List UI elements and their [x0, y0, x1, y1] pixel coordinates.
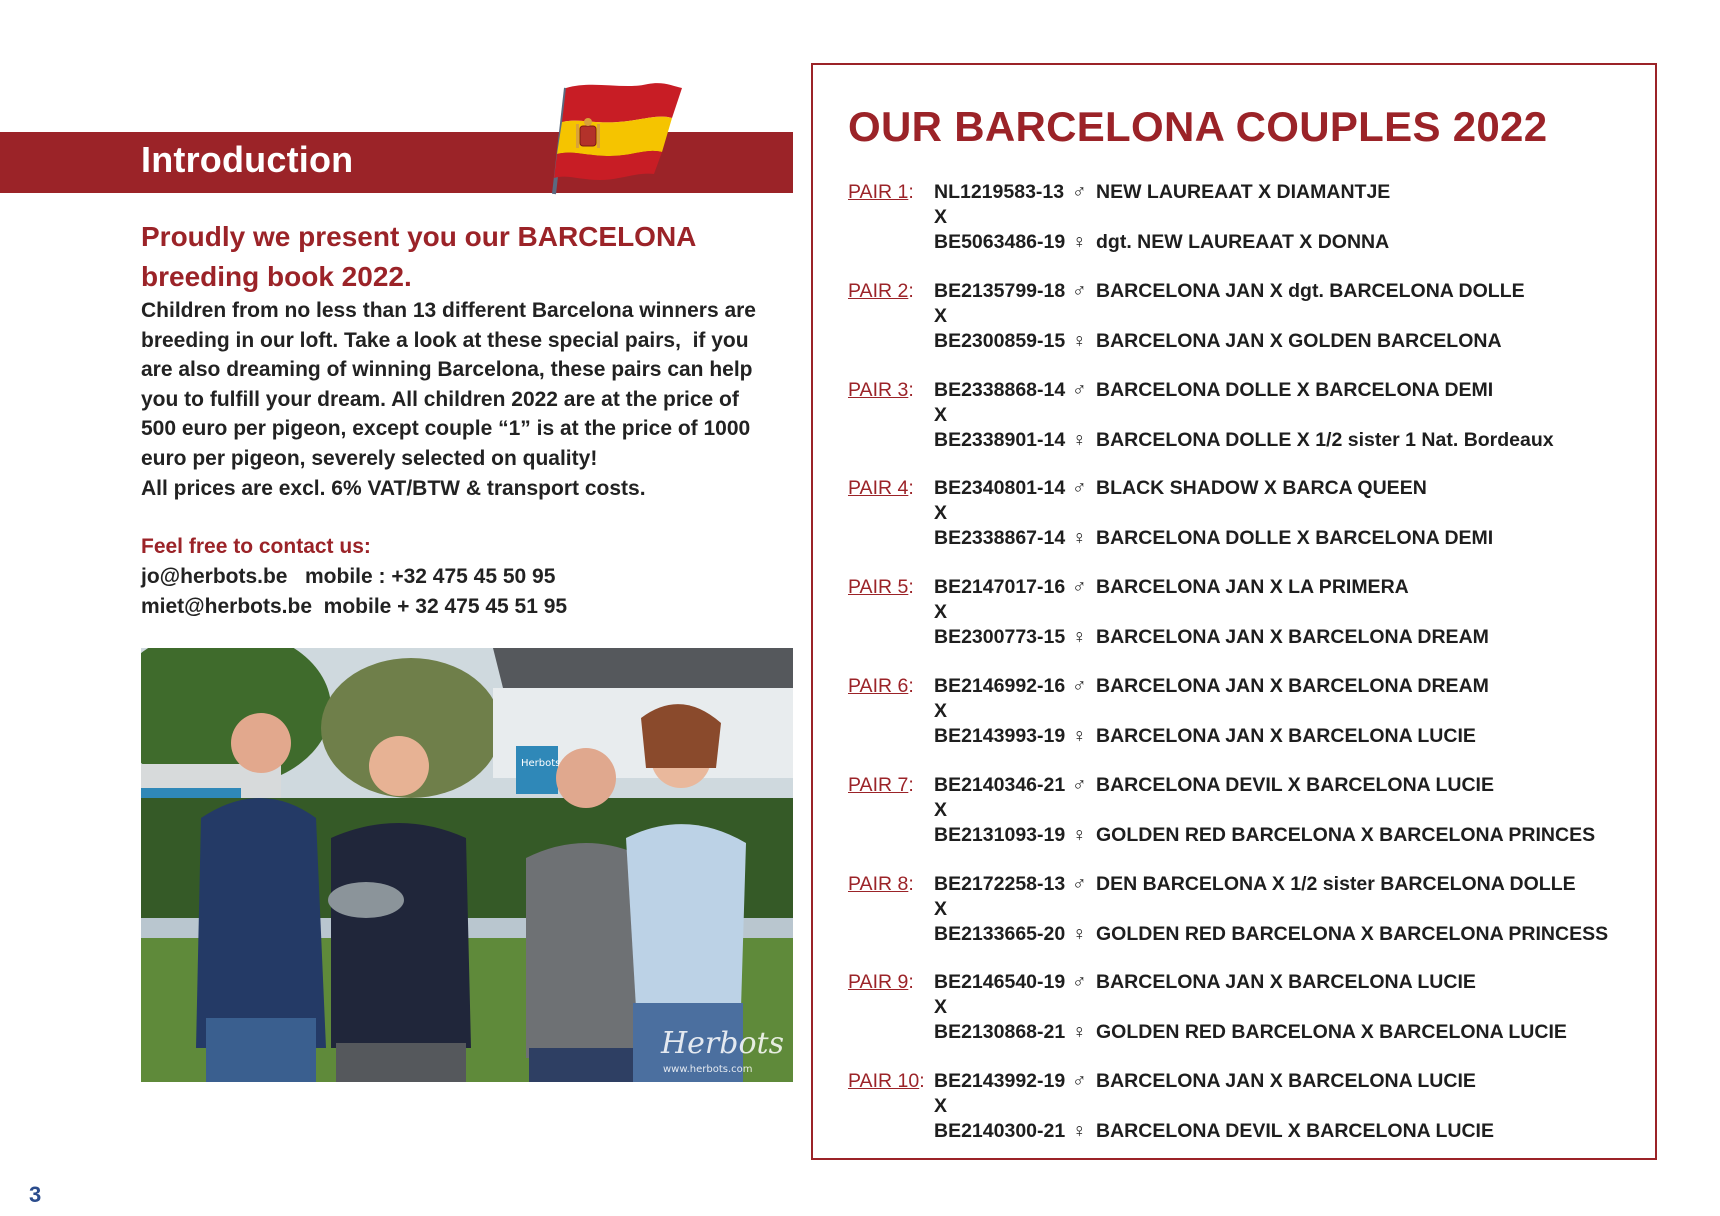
pair-label: PAIR 7:: [848, 773, 914, 796]
female-ring-number: BE2133665-20: [934, 922, 1066, 945]
male-pedigree: BLACK SHADOW X BARCA QUEEN: [1096, 477, 1427, 500]
cross-symbol: X: [934, 601, 948, 624]
female-ring-number: BE2338901-14: [934, 428, 1066, 451]
female-ring-number: BE2338867-14: [934, 527, 1066, 550]
intro-body-line: Children from no less than 13 different Barcelona winners are: [141, 299, 756, 322]
pair-label: PAIR 6:: [848, 675, 914, 697]
photo-watermark: Herbots: [661, 1026, 784, 1061]
male-symbol-icon: ♂: [1072, 477, 1087, 500]
contact-line-miet[interactable]: miet@herbots.be mobile + 32 475 45 51 95: [141, 595, 568, 618]
cross-symbol: X: [934, 403, 948, 426]
female-pedigree: BARCELONA DOLLE X 1/2 sister 1 Nat. Bordeaux: [1096, 428, 1554, 451]
cross-symbol: X: [934, 206, 948, 228]
pair-label: PAIR 9:: [848, 971, 914, 994]
female-symbol-icon: ♀: [1072, 626, 1087, 649]
intro-body-line: All prices are excl. 6% VAT/BTW & transport costs.: [141, 476, 646, 500]
cross-symbol: X: [934, 897, 948, 920]
female-ring-number: BE5063486-19: [934, 231, 1066, 253]
male-ring-number: BE2140346-21: [934, 773, 1066, 796]
pair-entry: [848, 476, 1648, 551]
male-ring-number: BE2340801-14: [934, 477, 1066, 500]
contact-title: Feel free to contact us:: [141, 535, 371, 558]
contact-line-jo[interactable]: jo@herbots.be mobile : +32 475 45 50 95: [141, 565, 556, 588]
male-symbol-icon: ♂: [1072, 773, 1087, 796]
female-symbol-icon: ♀: [1072, 329, 1087, 352]
female-ring-number: BE2131093-19: [934, 823, 1066, 846]
female-ring-number: BE2300859-15: [934, 329, 1066, 352]
male-symbol-icon: ♂: [1072, 378, 1087, 401]
male-pedigree: BARCELONA JAN X BARCELONA LUCIE: [1096, 971, 1476, 994]
male-symbol-icon: ♂: [1072, 576, 1087, 599]
male-pedigree: BARCELONA DEVIL X BARCELONA LUCIE: [1096, 773, 1494, 796]
pair-entry: [848, 970, 1648, 1045]
intro-subtitle: [141, 217, 761, 297]
page-number: 3: [29, 1182, 42, 1207]
male-pedigree: BARCELONA JAN X BARCELONA LUCIE: [1096, 1070, 1476, 1093]
female-symbol-icon: ♀: [1072, 922, 1087, 945]
photo-banner-text: Herbots: [521, 758, 561, 769]
intro-body-line: euro per pigeon, severely selected on quality!: [141, 446, 598, 470]
female-symbol-icon: ♀: [1072, 527, 1087, 550]
female-ring-number: BE2130868-21: [934, 1021, 1066, 1044]
male-pedigree: BARCELONA DOLLE X BARCELONA DEMI: [1096, 378, 1494, 401]
cross-symbol: X: [934, 1095, 948, 1118]
female-pedigree: BARCELONA JAN X GOLDEN BARCELONA: [1096, 329, 1502, 352]
female-symbol-icon: ♀: [1072, 428, 1087, 451]
cross-symbol: X: [934, 996, 948, 1019]
male-ring-number: BE2172258-13: [934, 872, 1066, 895]
female-pedigree: dgt. NEW LAUREAAT X DONNA: [1096, 231, 1390, 253]
pair-entry: [848, 279, 1648, 354]
pair-label: PAIR 5:: [848, 576, 914, 599]
pair-label: PAIR 10:: [848, 1070, 925, 1093]
pair-label: PAIR 3:: [848, 378, 914, 401]
pair-label: PAIR 2:: [848, 279, 914, 302]
male-pedigree: BARCELONA JAN X dgt. BARCELONA DOLLE: [1096, 279, 1525, 302]
male-symbol-icon: ♂: [1072, 971, 1087, 994]
pair-label: PAIR 4:: [848, 477, 914, 500]
pair-label: PAIR 8:: [848, 872, 914, 895]
female-symbol-icon: ♀: [1072, 1120, 1087, 1143]
male-ring-number: BE2135799-18: [934, 279, 1066, 302]
team-photo: [141, 648, 793, 1082]
female-ring-number: BE2140300-21: [934, 1120, 1066, 1143]
female-pedigree: BARCELONA DOLLE X BARCELONA DEMI: [1096, 527, 1494, 550]
cross-symbol: X: [934, 798, 948, 821]
intro-subtitle-line-1: Proudly we present you our BARCELONA: [141, 221, 697, 252]
female-pedigree: GOLDEN RED BARCELONA X BARCELONA PRINCES: [1096, 823, 1596, 846]
female-symbol-icon: ♀: [1072, 823, 1087, 846]
pair-entry: [848, 1069, 1648, 1144]
pair-label: PAIR 1:: [848, 181, 914, 203]
female-symbol-icon: ♀: [1072, 725, 1087, 747]
female-pedigree: BARCELONA JAN X BARCELONA LUCIE: [1096, 725, 1476, 747]
female-symbol-icon: ♀: [1072, 231, 1087, 253]
intro-body-line: are also dreaming of winning Barcelona, these pairs can help: [141, 358, 753, 382]
female-pedigree: BARCELONA JAN X BARCELONA DREAM: [1096, 626, 1489, 649]
cross-symbol: X: [934, 304, 948, 327]
male-ring-number: NL1219583-13: [934, 181, 1065, 203]
pair-entry: [848, 773, 1648, 848]
female-pedigree: GOLDEN RED BARCELONA X BARCELONA LUCIE: [1096, 1021, 1567, 1044]
pair-entry: [848, 180, 1648, 255]
male-symbol-icon: ♂: [1072, 1070, 1087, 1093]
intro-body-line: 500 euro per pigeon, except couple “1” is at the price of 1000: [141, 417, 751, 441]
male-symbol-icon: ♂: [1072, 675, 1087, 697]
male-ring-number: BE2338868-14: [934, 378, 1066, 401]
introduction-title: Introduction: [141, 139, 354, 180]
female-pedigree: BARCELONA DEVIL X BARCELONA LUCIE: [1096, 1120, 1494, 1143]
intro-body-line: you to fulfill your dream. All children 2022 are at the price of: [141, 387, 739, 411]
intro-body-line: breeding in our loft. Take a look at these special pairs, if you: [141, 328, 749, 352]
pair-entry: [848, 674, 1648, 749]
photo-watermark-url: www.herbots.com: [663, 1064, 753, 1075]
male-pedigree: NEW LAUREAAT X DIAMANTJE: [1096, 181, 1391, 203]
spanish-flag-icon: [548, 76, 688, 196]
cross-symbol: X: [934, 700, 948, 722]
female-pedigree: GOLDEN RED BARCELONA X BARCELONA PRINCESS: [1096, 922, 1609, 945]
male-pedigree: BARCELONA JAN X BARCELONA DREAM: [1096, 675, 1489, 697]
male-symbol-icon: ♂: [1072, 872, 1087, 895]
pair-entry: [848, 872, 1648, 947]
male-symbol-icon: ♂: [1072, 279, 1087, 302]
male-ring-number: BE2146992-16: [934, 675, 1066, 697]
male-pedigree: DEN BARCELONA X 1/2 sister BARCELONA DOLLE: [1096, 872, 1576, 895]
pair-entry: [848, 575, 1648, 650]
male-ring-number: BE2146540-19: [934, 971, 1066, 994]
female-ring-number: BE2143993-19: [934, 725, 1066, 747]
male-symbol-icon: ♂: [1072, 181, 1087, 203]
female-ring-number: BE2300773-15: [934, 626, 1066, 649]
female-symbol-icon: ♀: [1072, 1021, 1087, 1044]
intro-body-text: [141, 296, 781, 503]
male-ring-number: BE2143992-19: [934, 1070, 1066, 1093]
cross-symbol: X: [934, 502, 948, 525]
male-pedigree: BARCELONA JAN X LA PRIMERA: [1096, 576, 1409, 599]
couples-title: OUR BARCELONA COUPLES 2022: [848, 103, 1548, 150]
intro-subtitle-line-2: breeding book 2022.: [141, 261, 412, 292]
pair-entry: [848, 378, 1648, 453]
male-ring-number: BE2147017-16: [934, 576, 1066, 599]
